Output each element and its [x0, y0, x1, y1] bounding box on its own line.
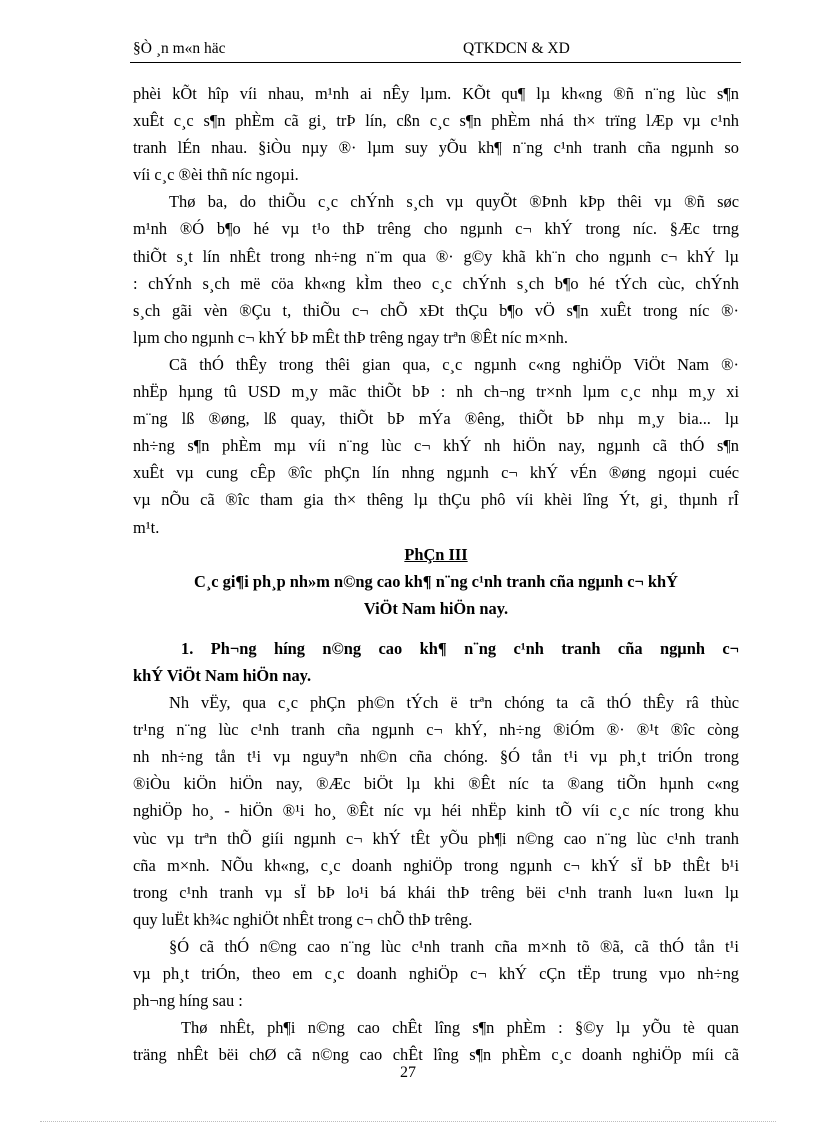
text-line: Thø ba, do thiÕu c¸c chÝnh s¸ch vµ quyÕt ®Þnh kÞp thêi vµ ®ñ søc: [169, 192, 739, 212]
header-course-code: QTKDCN & XD: [463, 40, 570, 57]
text-line: nghiÖp ho¸ - hiÖn ®¹i ho¸ ®Êt níc vµ héi nhËp kinh tÕ víi c¸c níc trong khu: [133, 801, 739, 821]
text-line: xuÊt c¸c s¶n phÈm cã gi¸ trÞ lín, cßn c¸c s¶n phÈm nhá th× trïng lÆp vµ c¹nh: [133, 111, 739, 131]
text-line: tr¹ng n¨ng lùc c¹nh tranh cña ngµnh c¬ khÝ, nh÷ng ®iÓm ®· ®¹t ®îc còng: [133, 720, 739, 740]
subsection-heading-line-2: khÝ ViÖt Nam hiÖn nay.: [133, 665, 312, 685]
text-line: tranh lÉn nhau. §iÒu nµy ®· lµm suy yÕu kh¶ n¨ng c¹nh tranh cña ngµnh so: [133, 138, 739, 158]
text-line: Nh vËy, qua c¸c phÇn ph©n tÝch ë trªn chóng ta cã thÓ thÊy râ thùc: [169, 693, 739, 713]
text-line: vµ nÕu cã ®îc tham gia th× thêng lµ thÇu phô víi khèi lîng Ýt, gi¸ thµnh rÎ: [133, 490, 739, 510]
section-title-line-2: ViÖt Nam hiÖn nay.: [363, 598, 509, 618]
text-line: s¸ch gãi vèn ®Çu t, thiÕu c¬ chÕ xÐt thÇu b¶o vÖ s¶n xuÊt trong níc ®·: [133, 300, 739, 320]
header-subject: §Ò ¸n m«n häc: [133, 40, 226, 57]
text-line: vùc vµ trªn thÕ giíi ngµnh c¬ khÝ tÊt yÕu ph¶i n©ng cao n¨ng lùc c¹nh tranh: [133, 828, 739, 848]
part-heading: [133, 541, 739, 568]
page-number: 27: [400, 1064, 416, 1081]
header-rule: [130, 62, 741, 63]
text-line: thiÕt s¸t lín nhÊt trong nh÷ng n¨m qua ®· g©y khã kh¨n cho ngµnh c¬ khÝ lµ: [133, 246, 739, 266]
text-line: quy luËt kh¾c nghiÖt nhÊt trong c¬ chÕ thÞ trêng.: [133, 909, 473, 929]
text-line: phèi kÕt hîp víi nhau, m¹nh ai nÊy lµm. KÕt qu¶ lµ kh«ng ®ñ n¨ng lùc s¶n: [133, 84, 739, 103]
text-line: Thø nhÊt, ph¶i n©ng cao chÊt lîng s¶n phÈm : §©y lµ yÕu tè quan: [181, 1018, 739, 1038]
text-line: m¹t.: [133, 517, 160, 537]
spacer: [133, 622, 739, 635]
text-line: víi c¸c ®èi thñ níc ngoµi.: [133, 165, 299, 185]
text-line: trong c¹nh tranh vµ sÏ bÞ lo¹i bá khái thÞ trêng bëi c¹nh tranh lu«n lu«n lµ: [133, 882, 739, 902]
text-line: m¨ng lß ®øng, lß quay, thiÕt bÞ mÝa ®êng, thiÕt bÞ nhµ m¸y bia... lµ: [133, 409, 739, 429]
text-line: : chÝnh s¸ch më cöa kh«ng kÌm theo c¸c chÝnh s¸ch b¶o hé tÝch cùc, chÝnh: [133, 273, 739, 293]
page-bottom-dotted-rule: [40, 1121, 776, 1122]
subsection-heading-line-1: 1. Ph¬ng híng n©ng cao kh¶ n¨ng c¹nh tranh cña ngµnh c¬: [181, 638, 739, 658]
text-line: träng nhÊt bëi chØ cã n©ng cao chÊt lîng s¶n phÈm c¸c doanh nghiÖp míi cã: [133, 1045, 739, 1065]
text-line: vµ ph¸t triÓn, theo em c¸c doanh nghiÖp c¬ khÝ cÇn tËp trung vµo nh÷ng: [133, 964, 739, 983]
text-line: nh nh÷ng tån t¹i vµ nguyªn nh©n cña chóng. §Ó tån t¹i vµ ph¸t triÓn trong: [133, 747, 739, 767]
body-text: [133, 80, 739, 1068]
page-header: [133, 40, 739, 62]
text-line: xuÊt vµ cung cÊp ®îc phÇn lín nhng ngµnh c¬ khÝ vÉn ®øng ngoµi cuéc: [133, 463, 739, 483]
text-line: ph¬ng híng sau :: [133, 991, 243, 1011]
part-heading-text: PhÇn III: [404, 544, 468, 564]
text-line: ®iÒu kiÖn hiÖn nay, ®Æc biÖt lµ khi ®Êt níc ta ®ang tiÕn hµnh c«ng: [133, 774, 739, 794]
text-line: m¹nh ®Ó b¶o hé vµ t¹o thÞ trêng cho ngµnh c¬ khÝ trong níc. §Æc trng: [133, 219, 739, 239]
text-line: nh÷ng s¶n phÈm mµ víi n¨ng lùc c¬ khÝ nh hiÖn nay, ngµnh cã thÓ s¶n: [133, 436, 739, 456]
section-title-line-1: C¸c gi¶i ph¸p nh»m n©ng cao kh¶ n¨ng c¹nh tranh cña ngµnh c¬ khÝ: [193, 571, 679, 591]
text-line: cña m×nh. NÕu kh«ng, c¸c doanh nghiÖp trong ngµnh c¬ khÝ sÏ bÞ thÊt b¹i: [133, 855, 739, 875]
text-line: Cã thÓ thÊy trong thêi gian qua, c¸c ngµnh c«ng nghiÖp ViÖt Nam ®·: [169, 354, 739, 374]
text-line: nhËp hµng tû USD m¸y mãc thiÕt bÞ : nh ch¬ng tr×nh lµm c¸c nhµ m¸y xi: [133, 382, 739, 402]
text-line: lµm cho ngµnh c¬ khÝ bÞ mÊt thÞ trêng ngay trªn ®Êt níc m×nh.: [133, 327, 568, 347]
text-line: §Ó cã thÓ n©ng cao n¨ng lùc c¹nh tranh cña m×nh tõ ®ã, cã thÓ tån t¹i: [169, 936, 739, 956]
